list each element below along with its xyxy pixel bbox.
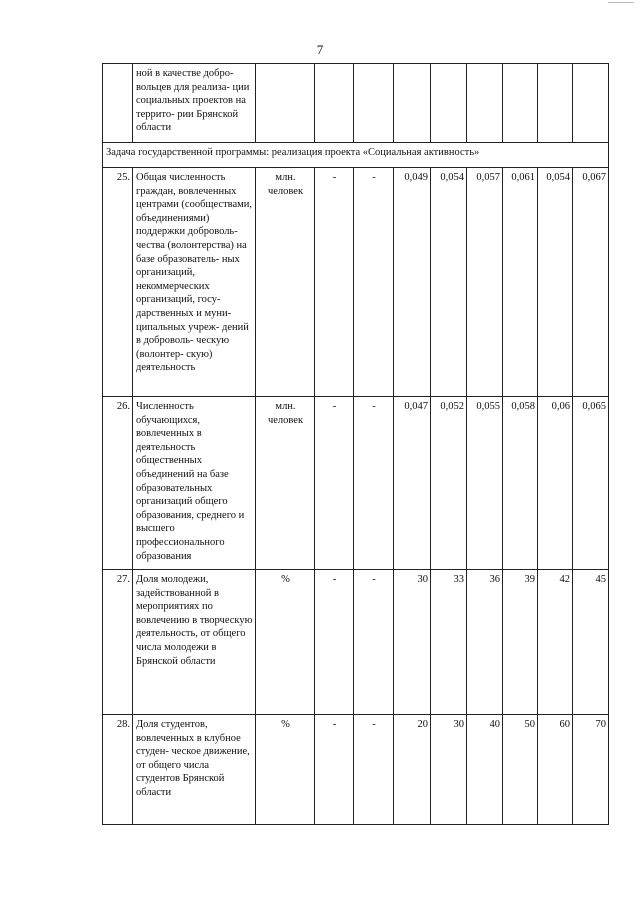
value-cell: -	[315, 168, 354, 397]
indicator-name: Доля молодежи, задействованной в мероприятиях по вовлечению в творческую деятельность, от общего числа молодежи в Брянской области	[133, 570, 256, 715]
row-number: 27.	[103, 570, 133, 715]
table-row-task	[103, 143, 609, 168]
unit: %	[256, 570, 315, 715]
row-number: 28.	[103, 715, 133, 825]
value-cell: 0,065	[573, 397, 609, 570]
value-cell: 0,054	[431, 168, 467, 397]
value-cell: 30	[394, 570, 431, 715]
value-cell: 0,058	[503, 397, 538, 570]
value-cell: -	[354, 570, 394, 715]
value-cell: 42	[538, 570, 573, 715]
value-cell: 70	[573, 715, 609, 825]
value-cell: 0,047	[394, 397, 431, 570]
scan-edge-mark	[608, 2, 634, 3]
page-number: 7	[316, 42, 324, 57]
value-cell: 50	[503, 715, 538, 825]
value-cell: -	[354, 397, 394, 570]
value-cell: 40	[467, 715, 503, 825]
indicator-name: Численность обучающихся, вовлеченных в деятельность общественных объединений на базе образовательных организаций общего образования, среднего и высшего профессионального образования	[133, 397, 256, 570]
value-cell: 20	[394, 715, 431, 825]
value-cell: 0,067	[573, 168, 609, 397]
value-cell: 60	[538, 715, 573, 825]
value-cell: 0,052	[431, 397, 467, 570]
indicator-name: Доля студентов, вовлеченных в клубное студен- ческое движение, от общего числа студентов Брянской области	[133, 715, 256, 825]
indicator-name: ной в качестве добро- вольцев для реализа- ции социальных проектов на террито- рии Брянской области	[133, 64, 256, 143]
value-cell: 0,06	[538, 397, 573, 570]
value-cell: -	[315, 397, 354, 570]
value-cell: 36	[467, 570, 503, 715]
value-cell: 0,055	[467, 397, 503, 570]
indicators-table	[102, 63, 609, 825]
indicator-name: Общая численность граждан, вовлеченных центрами (сообществами, объединениями) поддержки доброволь- чества (волонтерства) на базе образователь- ных организаций, некоммерческих организаций, госу- дарственных и муни- ципальных учреж- дений в доброволь- ческую (волонтер- скую) деятельность	[133, 168, 256, 397]
unit: млн. человек	[256, 168, 315, 397]
value-cell: 39	[503, 570, 538, 715]
table-row	[103, 570, 609, 715]
table-row-continuation	[103, 64, 609, 143]
value-cell: -	[315, 715, 354, 825]
value-cell: 0,054	[538, 168, 573, 397]
unit: %	[256, 715, 315, 825]
value-cell: 0,049	[394, 168, 431, 397]
value-cell: 45	[573, 570, 609, 715]
value-cell: -	[315, 570, 354, 715]
table-row	[103, 715, 609, 825]
unit: млн. человек	[256, 397, 315, 570]
value-cell: -	[354, 168, 394, 397]
row-number: 26.	[103, 397, 133, 570]
value-cell: 0,061	[503, 168, 538, 397]
value-cell: 30	[431, 715, 467, 825]
value-cell: 0,057	[467, 168, 503, 397]
value-cell: 33	[431, 570, 467, 715]
task-heading: Задача государственной программы: реализация проекта «Социальная активность»	[103, 143, 609, 168]
row-number: 25.	[103, 168, 133, 397]
value-cell: -	[354, 715, 394, 825]
table-row	[103, 397, 609, 570]
table-row	[103, 168, 609, 397]
